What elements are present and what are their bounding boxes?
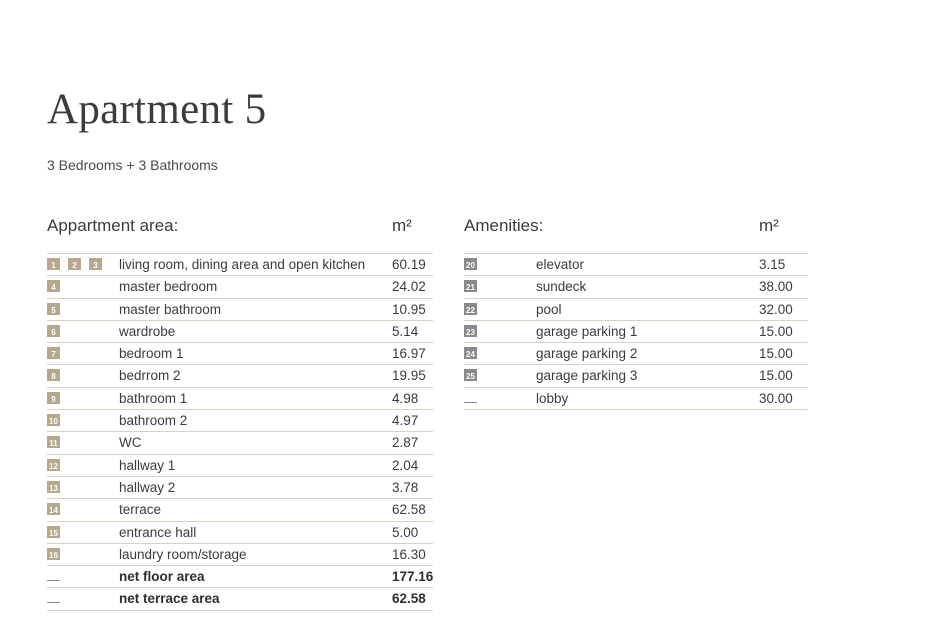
room-number-badge: 25 [464, 369, 477, 381]
apartment-area-heading: Appartment area: [47, 216, 179, 235]
room-label: garage parking 1 [536, 323, 638, 339]
table-row [47, 544, 433, 566]
room-number-badge: 7 [47, 347, 60, 359]
table-row [464, 276, 808, 298]
table-row [464, 254, 808, 276]
room-area-value: 32.00 [759, 301, 793, 317]
table-row [464, 365, 808, 387]
room-number-badge: 22 [464, 303, 477, 315]
room-label: pool [536, 301, 562, 317]
table-row [464, 343, 808, 365]
room-number-badges [47, 391, 68, 407]
room-area-value: 4.97 [392, 413, 419, 429]
room-number-badge: 9 [47, 392, 60, 404]
amenities-rows [464, 254, 808, 410]
room-number-badge: 14 [47, 503, 60, 515]
room-number-badges [47, 458, 68, 474]
dash-marker [47, 580, 60, 581]
room-number-badge: 4 [47, 280, 60, 292]
dash-marker [464, 402, 477, 403]
table-row [464, 321, 808, 343]
room-number-badge: 6 [47, 325, 60, 337]
room-label: net terrace area [119, 591, 220, 607]
amenities-table [464, 215, 808, 410]
room-number-badge: 15 [47, 526, 60, 538]
table-row [47, 254, 433, 276]
room-number-badges [47, 547, 68, 563]
room-number-badge: 13 [47, 481, 60, 493]
room-label: master bedroom [119, 279, 218, 295]
room-number-badges [47, 302, 68, 318]
table-row [47, 455, 433, 477]
room-area-value: 15.00 [759, 346, 793, 362]
room-area-value: 16.97 [392, 346, 426, 362]
room-number-badges [47, 480, 68, 496]
table-row [47, 388, 433, 410]
room-number-badges [464, 324, 485, 340]
room-label: net floor area [119, 569, 205, 585]
room-label: WC [119, 435, 142, 451]
room-area-value: 38.00 [759, 279, 793, 295]
room-area-value: 2.87 [392, 435, 419, 451]
room-number-badge: 16 [47, 548, 60, 560]
room-number-badges [47, 435, 68, 451]
room-area-value: 3.15 [759, 257, 786, 272]
room-number-badge: 21 [464, 280, 477, 292]
table-row [464, 388, 808, 410]
room-number-badges [464, 368, 485, 384]
room-area-value: 177.16 [392, 569, 434, 585]
table-row [47, 588, 433, 610]
room-area-value: 62.58 [392, 502, 426, 518]
room-label: hallway 1 [119, 457, 176, 473]
table-row [47, 477, 433, 499]
room-number-badges [464, 302, 485, 318]
room-area-value: 2.04 [392, 457, 419, 473]
room-label: bedrrom 2 [119, 368, 181, 384]
room-area-value: 62.58 [392, 591, 426, 607]
apartment-area-table [47, 215, 433, 611]
room-number-badges [464, 346, 485, 362]
room-area-value: 5.14 [392, 323, 419, 339]
table-row [47, 410, 433, 432]
room-area-value: 15.00 [759, 368, 793, 384]
room-number-badge: 8 [47, 369, 60, 381]
room-label: elevator [536, 257, 585, 272]
room-label: wardrobe [119, 323, 176, 339]
room-area-value: 16.30 [392, 546, 426, 562]
room-number-badges [464, 391, 477, 407]
room-number-badges [47, 346, 68, 362]
room-number-badge: 3 [89, 258, 102, 270]
table-row [464, 299, 808, 321]
room-area-value: 60.19 [392, 257, 426, 272]
room-number-badges [464, 279, 485, 295]
table-row [47, 522, 433, 544]
room-number-badges [47, 502, 68, 518]
room-number-badge: 10 [47, 414, 60, 426]
room-label: bathroom 1 [119, 390, 188, 406]
room-area-value: 4.98 [392, 390, 419, 406]
room-area-value: 30.00 [759, 390, 793, 406]
room-label: terrace [119, 502, 162, 518]
room-number-badges [464, 257, 485, 273]
table-row [47, 321, 433, 343]
room-number-badges [47, 569, 60, 585]
room-number-badges [47, 279, 68, 295]
room-label: entrance hall [119, 524, 197, 540]
room-area-value: 24.02 [392, 279, 426, 295]
apartment-area-unit: m² [392, 216, 412, 235]
room-number-badge: 1 [47, 258, 60, 270]
room-number-badges [47, 413, 68, 429]
room-label: laundry room/storage [119, 546, 247, 562]
apartment-area-rows [47, 254, 433, 611]
page-subtitle: 3 Bedrooms + 3 Bathrooms [47, 157, 218, 173]
table-row [47, 432, 433, 454]
table-row [47, 566, 433, 588]
apartment-area-header [47, 215, 433, 254]
room-label: garage parking 2 [536, 346, 638, 362]
room-label: bathroom 2 [119, 413, 188, 429]
amenities-header [464, 215, 808, 254]
page-title: Apartment 5 [47, 86, 267, 133]
room-label: bedroom 1 [119, 346, 184, 362]
room-label: master bathroom [119, 301, 222, 317]
table-row [47, 276, 433, 298]
room-area-value: 19.95 [392, 368, 426, 384]
table-row [47, 499, 433, 521]
room-number-badges [47, 368, 68, 384]
table-row [47, 299, 433, 321]
room-number-badge: 20 [464, 258, 477, 270]
room-area-value: 3.78 [392, 479, 419, 495]
table-row [47, 343, 433, 365]
amenities-heading: Amenities: [464, 216, 544, 235]
room-number-badge: 12 [47, 459, 60, 471]
amenities-unit: m² [759, 216, 779, 235]
room-number-badge: 23 [464, 325, 477, 337]
room-area-value: 15.00 [759, 323, 793, 339]
room-number-badge: 5 [47, 303, 60, 315]
room-number-badge: 11 [47, 436, 60, 448]
room-number-badge: 24 [464, 347, 477, 359]
room-number-badges [47, 591, 60, 607]
dash-marker [47, 602, 60, 603]
room-number-badges [47, 525, 68, 541]
room-label: sundeck [536, 279, 587, 295]
table-row [47, 365, 433, 387]
room-label: living room, dining area and open kitchen [119, 257, 366, 272]
room-label: hallway 2 [119, 479, 176, 495]
room-area-value: 10.95 [392, 301, 426, 317]
room-number-badges [47, 257, 110, 273]
room-label: lobby [536, 390, 569, 406]
room-number-badges [47, 324, 68, 340]
room-area-value: 5.00 [392, 524, 419, 540]
room-label: garage parking 3 [536, 368, 638, 384]
room-number-badge: 2 [68, 258, 81, 270]
